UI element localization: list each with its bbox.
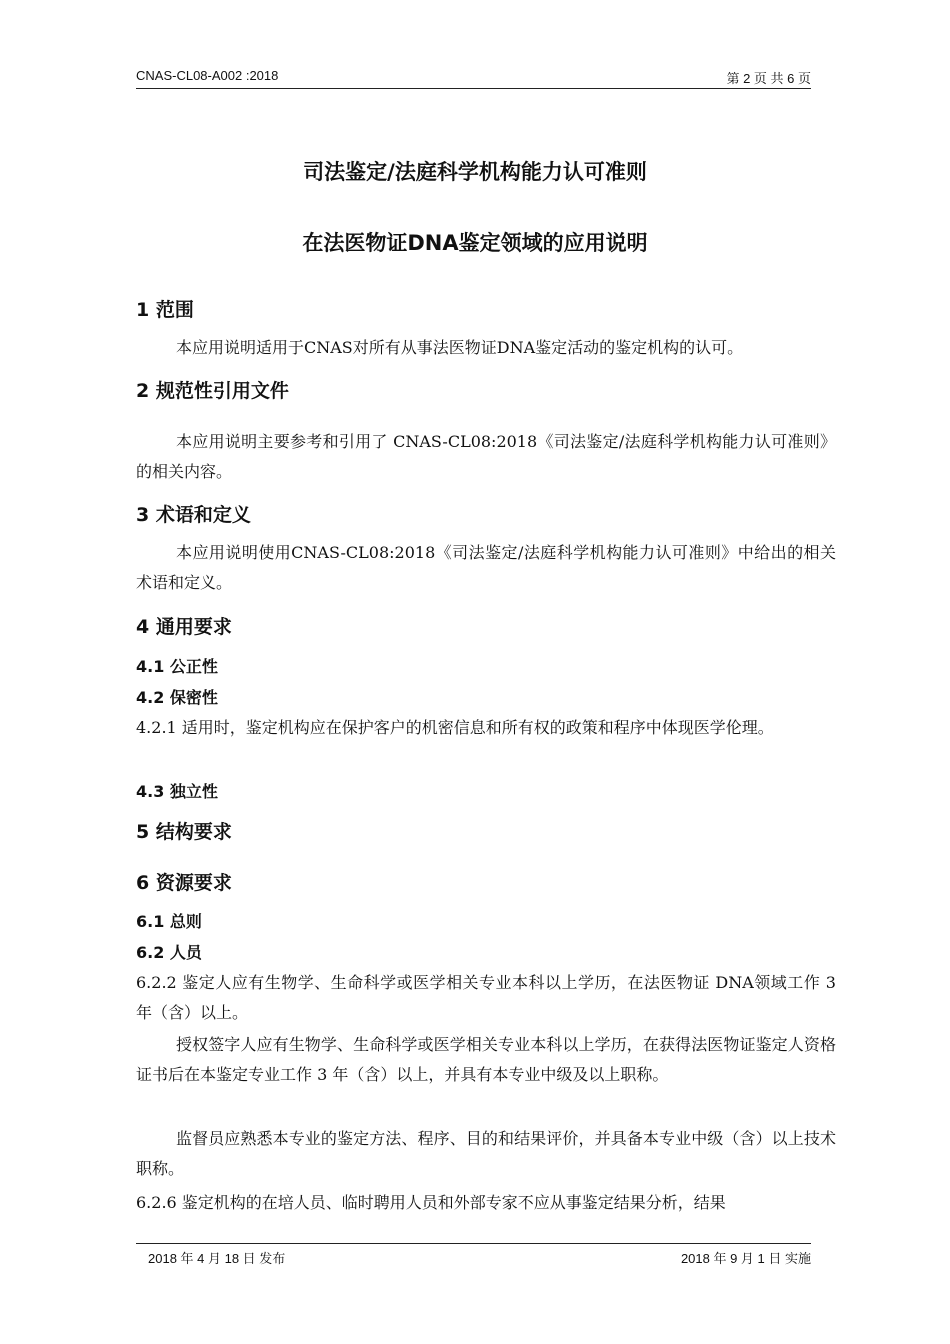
section-4-2-heading: 4.2 保密性 <box>136 688 218 707</box>
section-4-1-heading: 4.1 公正性 <box>136 657 218 676</box>
section-4-3-heading: 4.3 独立性 <box>136 782 218 801</box>
section-3-heading: 3 术语和定义 <box>136 504 251 526</box>
section-5-heading: 5 结构要求 <box>136 821 232 843</box>
section-1-body: 本应用说明适用于CNAS对所有从事法医物证DNA鉴定活动的鉴定机构的认可。 <box>176 338 744 357</box>
section-6-heading: 6 资源要求 <box>136 872 232 894</box>
doc-title-line1: 司法鉴定/法庭科学机构能力认可准则 <box>303 160 647 184</box>
section-2-body: 本应用说明主要参考和引用了 CNAS-CL08:2018《司法鉴定/法庭科学机构能力认可准则》的相关内容。 <box>136 432 836 481</box>
clause-6-2-2: 6.2.2 鉴定人应有生物学、生命科学或医学相关专业本科以上学历，在法医物证 DNA领域工作 3 年（含）以上。 <box>136 973 836 1022</box>
section-3-body: 本应用说明使用CNAS-CL08:2018《司法鉴定/法庭科学机构能力认可准则》中给出的相关术语和定义。 <box>136 543 836 592</box>
doc-title-line2: 在法医物证DNA鉴定领域的应用说明 <box>302 231 648 255</box>
doc-code: CNAS-CL08-A002 :2018 <box>136 68 279 83</box>
effective-date: 2018 年 9 月 1 日 实施 <box>680 1251 811 1266</box>
section-6-1-heading: 6.1 总则 <box>136 912 202 931</box>
clause-6-2-6: 6.2.6 鉴定机构的在培人员、临时聘用人员和外部专家不应从事鉴定结果分析，结果 <box>136 1193 726 1212</box>
clause-4-2-1: 4.2.1 适用时，鉴定机构应在保护客户的机密信息和所有权的政策和程序中体现医学伦理。 <box>136 718 774 737</box>
section-2-heading: 2 规范性引用文件 <box>136 380 289 402</box>
page-header <box>136 66 811 89</box>
section-1-heading: 1 范围 <box>136 299 194 321</box>
publish-date: 2018 年 4 月 18 日 发布 <box>148 1251 286 1266</box>
clause-6-2-2-signatory: 授权签字人应有生物学、生命科学或医学相关专业本科以上学历，在获得法医物证鉴定人资格证书后在本鉴定专业工作 3 年（含）以上，并具有本专业中级及以上职称。 <box>136 1035 836 1084</box>
section-4-heading: 4 通用要求 <box>136 616 232 638</box>
section-6-2-heading: 6.2 人员 <box>136 943 202 962</box>
page-footer <box>136 1243 811 1264</box>
page-number: 第 2 页 共 6 页 <box>726 71 811 86</box>
clause-6-2-2-supervisor: 监督员应熟悉本专业的鉴定方法、程序、目的和结果评价，并具备本专业中级（含）以上技术职称。 <box>136 1129 836 1178</box>
